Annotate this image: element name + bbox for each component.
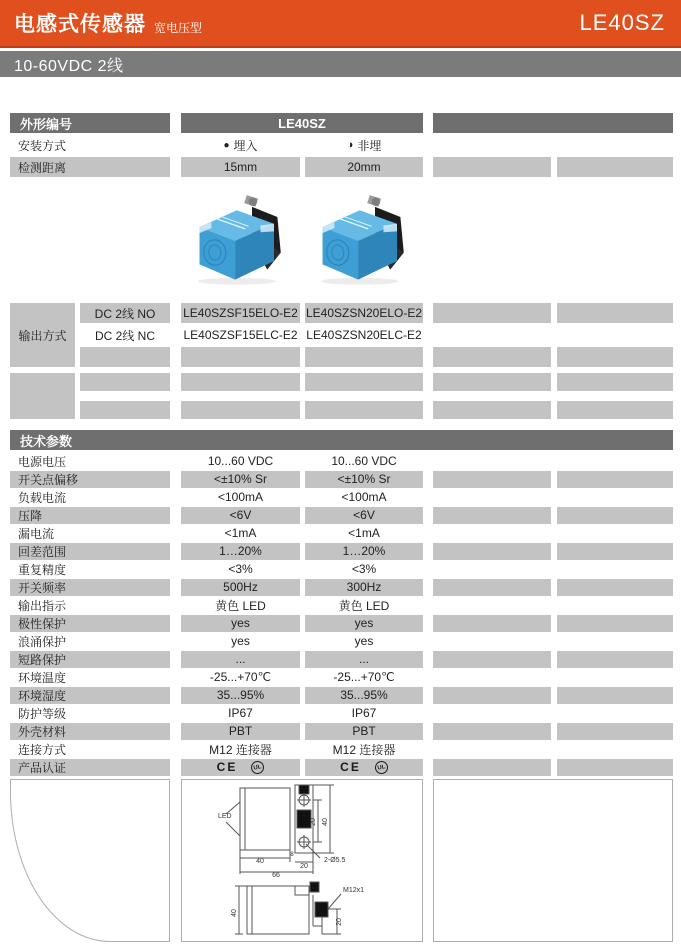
param-value: -25...+70℃ xyxy=(333,670,395,684)
output-row-empty xyxy=(80,347,673,367)
tech-row xyxy=(10,542,673,560)
param-label: 环境温度 xyxy=(18,670,67,685)
shape-header-value: LE40SZ xyxy=(181,113,423,133)
front-body-width: 40 xyxy=(256,857,264,865)
product-images-row xyxy=(10,177,673,301)
param-label: 负载电流 xyxy=(18,490,67,505)
tech-row xyxy=(10,650,673,668)
param-value: 35...95% xyxy=(305,687,423,704)
side-depth: 20 xyxy=(336,917,343,926)
param-label: 压降 xyxy=(10,507,170,524)
dimension-drawing-box xyxy=(181,779,423,942)
param-value: 10...60 VDC xyxy=(331,454,397,468)
front-led-label: LED xyxy=(218,812,232,820)
front-bracket-width: 20 xyxy=(300,862,308,870)
tech-row-certification xyxy=(10,758,673,776)
empty-cell xyxy=(557,135,673,155)
empty-cell xyxy=(557,325,673,345)
output-rows xyxy=(80,301,673,367)
tech-params-table xyxy=(10,452,673,776)
page-subtitle: 宽电压型 xyxy=(154,20,203,35)
ce-mark-icon: CE xyxy=(340,760,361,774)
tech-row xyxy=(10,740,673,758)
dimension-drawing xyxy=(192,782,412,940)
shape-header-label: 外形编号 xyxy=(10,113,170,133)
model-number: LE40SZSN20ELC-E2 xyxy=(306,328,422,342)
model-number: LE40SZSF15ELO-E2 xyxy=(181,303,300,323)
tech-row xyxy=(10,614,673,632)
distance-value-nonflush: 20mm xyxy=(305,157,423,177)
param-value: yes xyxy=(354,634,374,648)
tech-row xyxy=(10,596,673,614)
distance-value-flush: 15mm xyxy=(181,157,300,177)
param-value: <1mA xyxy=(224,526,257,540)
param-label: 短路保护 xyxy=(10,651,170,668)
param-value: yes xyxy=(231,634,250,648)
side-height: 40 xyxy=(231,908,238,917)
output-type-block xyxy=(10,301,673,367)
param-value: <3% xyxy=(351,562,377,576)
spare-group-cell xyxy=(10,373,75,419)
param-value: 1…20% xyxy=(181,543,300,560)
param-value: PBT xyxy=(181,723,300,740)
mount-row xyxy=(10,135,673,155)
param-label: 防护等级 xyxy=(18,706,67,721)
product-photo-nonflush xyxy=(305,177,423,301)
header-bar xyxy=(0,0,681,46)
param-value: 黄色 LED xyxy=(215,598,266,613)
empty-drawing-box xyxy=(433,779,673,942)
front-holes-label: 2-Ø5.5 xyxy=(324,856,346,864)
param-label: 环境湿度 xyxy=(10,687,170,704)
output-type-nc: DC 2线 NC xyxy=(94,328,155,343)
mount-nonflush xyxy=(305,135,423,155)
param-label: 重复精度 xyxy=(18,562,67,577)
ul-mark-icon: UL xyxy=(374,759,389,774)
param-value: PBT xyxy=(305,723,423,740)
tech-row xyxy=(10,704,673,722)
tech-row xyxy=(10,668,673,686)
empty-cell xyxy=(433,325,551,345)
ce-mark-icon: CE xyxy=(216,760,238,774)
sensor-image xyxy=(309,187,419,291)
front-height: 40 xyxy=(322,817,329,826)
tech-row xyxy=(10,578,673,596)
voltage-bar xyxy=(0,51,681,77)
param-label: 连接方式 xyxy=(18,742,67,757)
empty-cell xyxy=(433,303,551,323)
param-value: -25...+70℃ xyxy=(209,670,272,684)
param-value: <6V xyxy=(181,507,300,524)
half-circle-icon: ◑ xyxy=(346,139,354,151)
param-value: 300Hz xyxy=(305,579,423,596)
content xyxy=(0,77,681,942)
front-total-width: 66 xyxy=(272,871,280,879)
tech-section-header: 技术参数 xyxy=(10,430,673,450)
spare-row xyxy=(80,373,673,391)
param-value: IP67 xyxy=(351,706,377,720)
page-title: 电感式传感器 xyxy=(14,13,146,36)
voltage-text: 10-60VDC 2线 xyxy=(14,57,124,75)
tech-row xyxy=(10,488,673,506)
param-value: 500Hz xyxy=(181,579,300,596)
param-value: yes xyxy=(305,615,423,632)
product-photo-flush xyxy=(181,177,300,301)
param-value: 1…20% xyxy=(305,543,423,560)
param-value: <6V xyxy=(305,507,423,524)
decor-arc-box xyxy=(10,779,170,942)
param-value: 35...95% xyxy=(181,687,300,704)
param-value: <1mA xyxy=(348,526,380,540)
param-value: <3% xyxy=(228,562,253,576)
param-label: 电源电压 xyxy=(18,454,67,469)
param-label: 输出指示 xyxy=(18,598,67,613)
empty-cell xyxy=(557,157,673,177)
output-row-no xyxy=(80,303,673,323)
distance-label: 检测距离 xyxy=(10,157,170,177)
param-value: 黄色 LED xyxy=(338,598,390,613)
model-number: LE40SZSF15ELC-E2 xyxy=(183,328,298,342)
tech-row xyxy=(10,722,673,740)
tech-row xyxy=(10,452,673,470)
output-row-nc xyxy=(80,325,673,345)
shape-header-empty xyxy=(433,113,673,133)
empty-cell xyxy=(433,157,551,177)
spare-block xyxy=(10,371,673,419)
mount-flush xyxy=(181,135,300,155)
empty-cell xyxy=(557,303,673,323)
param-value: <±10% Sr xyxy=(181,471,300,488)
param-label: 漏电流 xyxy=(18,526,55,541)
front-gap: 8 xyxy=(290,851,294,858)
output-group-label: 输出方式 xyxy=(10,303,75,367)
param-value: IP67 xyxy=(228,706,253,720)
output-type-no: DC 2线 NO xyxy=(80,303,170,323)
param-value: yes xyxy=(181,615,300,632)
param-value: M12 连接器 xyxy=(332,742,396,757)
param-value: ... xyxy=(181,651,300,668)
tech-row xyxy=(10,686,673,704)
model-name: LE40SZ xyxy=(579,10,665,35)
sensor-image xyxy=(186,187,296,291)
param-label: 回差范围 xyxy=(10,543,170,560)
front-hole-spacing: 20 xyxy=(310,817,317,826)
param-value: <100mA xyxy=(341,490,387,504)
filled-circle-icon: ● xyxy=(223,139,230,151)
distance-row xyxy=(10,157,673,177)
param-label: 极性保护 xyxy=(10,615,170,632)
param-label: 产品认证 xyxy=(10,759,170,776)
tech-row xyxy=(10,506,673,524)
param-value: 10...60 VDC xyxy=(207,454,274,468)
param-label: 开关点偏移 xyxy=(10,471,170,488)
empty-cell xyxy=(433,135,551,155)
mount-flush-label: 埋入 xyxy=(233,138,258,153)
tech-row xyxy=(10,560,673,578)
param-label: 外壳材料 xyxy=(10,723,170,740)
side-connector-label: M12x1 xyxy=(343,886,365,894)
param-value: ... xyxy=(305,651,423,668)
ul-mark-icon: UL xyxy=(250,759,265,774)
tech-row xyxy=(10,524,673,542)
param-value: <100mA xyxy=(217,490,264,504)
param-value: <±10% Sr xyxy=(305,471,423,488)
tech-row xyxy=(10,470,673,488)
spare-row xyxy=(80,401,673,419)
shape-header-row xyxy=(10,113,673,133)
param-value: M12 连接器 xyxy=(209,742,272,757)
param-label: 浪涌保护 xyxy=(18,634,67,649)
mount-label: 安装方式 xyxy=(18,138,67,153)
images-spacer xyxy=(10,177,170,301)
param-label: 开关频率 xyxy=(10,579,170,596)
mount-nonflush-label: 非埋 xyxy=(357,138,382,153)
bottom-boxes xyxy=(10,779,673,942)
model-number: LE40SZSN20ELO-E2 xyxy=(305,303,423,323)
tech-row xyxy=(10,632,673,650)
